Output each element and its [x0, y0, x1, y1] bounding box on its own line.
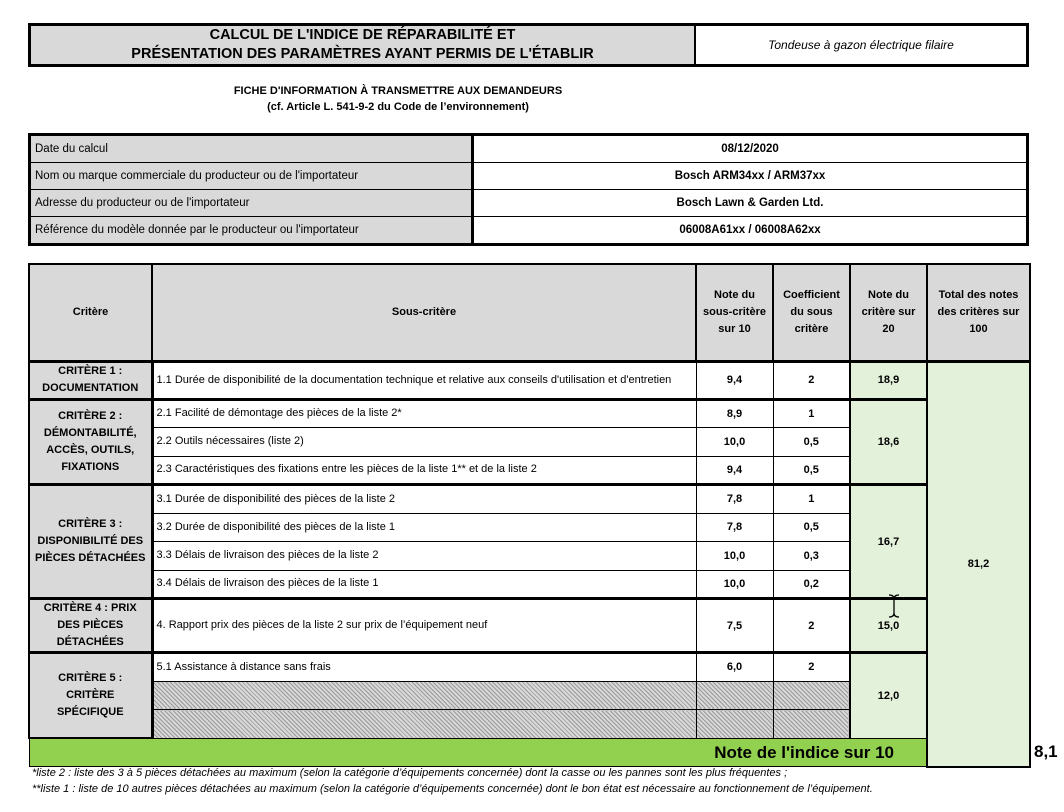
subcriterion-label[interactable]: 5.1 Assistance à distance sans frais — [152, 653, 696, 682]
info-row-address — [30, 190, 1028, 217]
producer-info-table — [28, 133, 1029, 246]
title-line-1: CALCUL DE L'INDICE DE RÉPARABILITÉ ET — [209, 27, 516, 43]
fiche-line-2: (cf. Article L. 541-9-2 du Code de l’environnement) — [267, 101, 529, 113]
criterion-note-20[interactable]: 16,7 — [850, 485, 927, 599]
table-row — [29, 399, 1030, 428]
repairability-table — [28, 263, 1058, 768]
empty-hatched-cell — [696, 710, 773, 739]
header-note-10[interactable]: Note du sous-critère sur 10 — [696, 264, 773, 361]
product-type-cell[interactable]: Tondeuse à gazon électrique filaire — [695, 23, 1029, 67]
header-note-20[interactable]: Note du critère sur 20 — [850, 264, 927, 361]
subcriterion-label[interactable]: 1.1 Durée de disponibilité de la documentation technique et relative aux conseils d'utilisation et d'entretien — [152, 361, 696, 399]
empty-hatched-cell — [696, 681, 773, 710]
subcriterion-label[interactable]: 4. Rapport prix des pièces de la liste 2 sur prix de l’équipement neuf — [152, 599, 696, 653]
table-row — [29, 599, 1030, 653]
header-critere[interactable]: Critère — [29, 264, 152, 361]
header-sous-critere[interactable]: Sous-critère — [152, 264, 696, 361]
info-row-date — [30, 135, 1028, 163]
info-value[interactable]: Bosch ARM34xx / ARM37xx — [473, 163, 1028, 190]
subcriterion-note[interactable]: 7,8 — [696, 485, 773, 514]
info-row-reference — [30, 217, 1028, 245]
subcriterion-label[interactable]: 3.4 Délais de livraison des pièces de la liste 1 — [152, 570, 696, 599]
subcriterion-coef[interactable]: 0,2 — [773, 570, 850, 599]
criterion-1[interactable]: CRITÈRE 1 : DOCUMENTATION — [29, 361, 152, 399]
criterion-3[interactable]: CRITÈRE 3 : DISPONIBILITÉ DES PIÈCES DÉTACHÉES — [29, 485, 152, 599]
subcriterion-coef[interactable]: 0,3 — [773, 542, 850, 571]
fiche-caption — [28, 83, 768, 115]
final-score-row: Note de l'indice sur 10 8,1 — [29, 738, 1030, 767]
criterion-note-20[interactable]: 15,0 — [850, 599, 927, 653]
criterion-5[interactable]: CRITÈRE 5 : CRITÈRE SPÉCIFIQUE — [29, 653, 152, 739]
info-label[interactable]: Date du calcul — [30, 135, 473, 163]
subcriterion-coef[interactable]: 0,5 — [773, 513, 850, 542]
info-value[interactable]: 06008A61xx / 06008A62xx — [473, 217, 1028, 245]
info-label[interactable]: Nom ou marque commerciale du producteur ou de l'importateur — [30, 163, 473, 190]
subcriterion-note[interactable]: 10,0 — [696, 570, 773, 599]
footnotes — [32, 765, 1042, 797]
info-value[interactable]: Bosch Lawn & Garden Ltd. — [473, 190, 1028, 217]
subcriterion-note[interactable]: 9,4 — [696, 456, 773, 485]
table-row — [29, 485, 1030, 514]
final-score-label[interactable]: Note de l'indice sur 10 — [29, 738, 927, 767]
text-cursor-icon — [888, 594, 900, 618]
subcriterion-coef[interactable]: 0,5 — [773, 456, 850, 485]
criterion-note-20[interactable]: 18,9 — [850, 361, 927, 399]
subcriterion-label[interactable]: 3.2 Durée de disponibilité des pièces de la liste 1 — [152, 513, 696, 542]
footnote-liste-1: **liste 1 : liste de 10 autres pièces détachées au maximum (selon la catégorie d’équipements concernée) dont le bon état est nécessaire au fonctionnement de l’équipement. — [32, 783, 873, 795]
subcriterion-coef[interactable]: 2 — [773, 599, 850, 653]
subcriterion-label[interactable]: 2.2 Outils nécessaires (liste 2) — [152, 428, 696, 457]
table-header-row — [29, 264, 1030, 361]
footnote-liste-2: *liste 2 : liste des 3 à 5 pièces détachées au maximum (selon la catégorie d’équipements concernée) dont la casse ou les pannes sont les plus fréquentes ; — [32, 767, 788, 779]
empty-hatched-cell — [152, 710, 696, 739]
criterion-note-20[interactable]: 18,6 — [850, 399, 927, 485]
subcriterion-label[interactable]: 2.1 Facilité de démontage des pièces de la liste 2* — [152, 399, 696, 428]
info-label[interactable]: Référence du modèle donnée par le producteur ou l'importateur — [30, 217, 473, 245]
subcriterion-note[interactable]: 7,8 — [696, 513, 773, 542]
empty-hatched-cell — [152, 681, 696, 710]
info-value[interactable]: 08/12/2020 — [473, 135, 1028, 163]
subcriterion-label[interactable]: 3.1 Durée de disponibilité des pièces de la liste 2 — [152, 485, 696, 514]
table-row — [29, 653, 1030, 682]
subcriterion-coef[interactable]: 1 — [773, 399, 850, 428]
info-row-brand — [30, 163, 1028, 190]
table-row — [29, 361, 1030, 399]
fiche-line-1: FICHE D'INFORMATION À TRANSMETTRE AUX DEMANDEURS — [233, 85, 563, 97]
subcriterion-note[interactable]: 6,0 — [696, 653, 773, 682]
subcriterion-note[interactable]: 8,9 — [696, 399, 773, 428]
subcriterion-coef[interactable]: 1 — [773, 485, 850, 514]
subcriterion-note[interactable]: 10,0 — [696, 428, 773, 457]
info-label[interactable]: Adresse du producteur ou de l'importateur — [30, 190, 473, 217]
subcriterion-label[interactable]: 3.3 Délais de livraison des pièces de la liste 2 — [152, 542, 696, 571]
criterion-note-20[interactable]: 12,0 — [850, 653, 927, 739]
empty-hatched-cell — [773, 710, 850, 739]
header-coefficient[interactable]: Coefficient du sous critère — [773, 264, 850, 361]
subcriterion-coef[interactable]: 2 — [773, 361, 850, 399]
subcriterion-note[interactable]: 10,0 — [696, 542, 773, 571]
total-score[interactable]: 81,2 — [927, 361, 1030, 767]
header-total[interactable]: Total des notes des critères sur 100 — [927, 264, 1030, 361]
subcriterion-coef[interactable]: 2 — [773, 653, 850, 682]
criterion-2[interactable]: CRITÈRE 2 : DÉMONTABILITÉ, ACCÈS, OUTILS, FIXATIONS — [29, 399, 152, 485]
title-line-2: PRÉSENTATION DES PARAMÈTRES AYANT PERMIS DE L'ÉTABLIR — [131, 46, 594, 62]
empty-hatched-cell — [773, 681, 850, 710]
subcriterion-label[interactable]: 2.3 Caractéristiques des fixations entre les pièces de la liste 1** et de la liste 2 — [152, 456, 696, 485]
subcriterion-note[interactable]: 9,4 — [696, 361, 773, 399]
subcriterion-note[interactable]: 7,5 — [696, 599, 773, 653]
criterion-4[interactable]: CRITÈRE 4 : PRIX DES PIÈCES DÉTACHÉES — [29, 599, 152, 653]
subcriterion-coef[interactable]: 0,5 — [773, 428, 850, 457]
document-title — [28, 23, 696, 67]
